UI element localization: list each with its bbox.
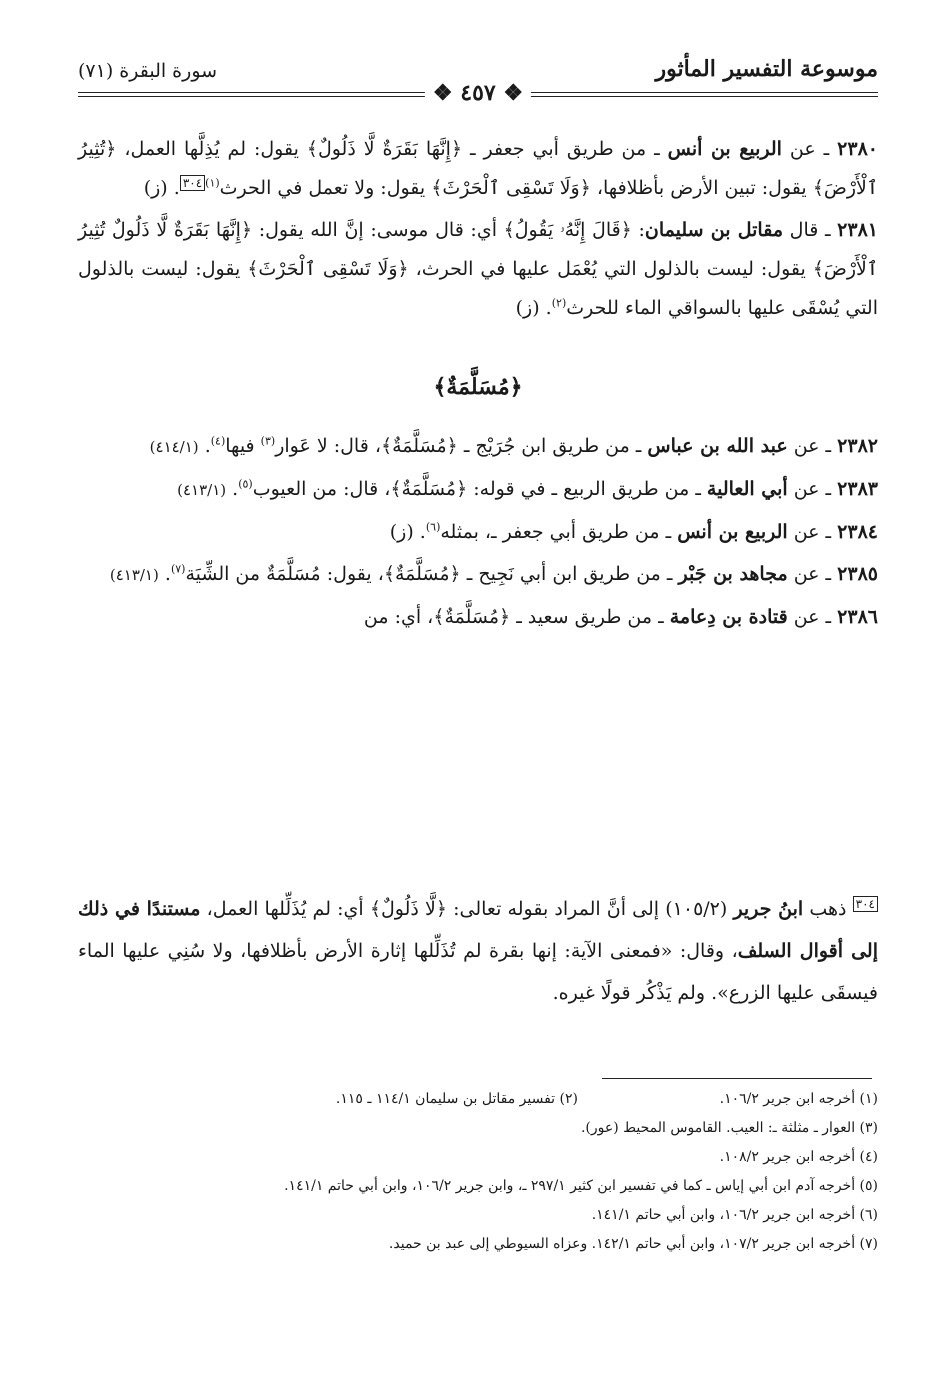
text-run: ـ عن bbox=[787, 435, 838, 457]
text-run: ، وقال: «فمعنى الآية: إنها بقرة لم تُذَلِّلها إثارة الأرض بأظلافها، ولا سُنِي عليها الماء فيسقَى عليها الزرع». ولم يَذْكُر قولًا غيره. bbox=[78, 940, 878, 1004]
footnote-marker: (٣) bbox=[260, 434, 276, 448]
text-run: ـ من طريق الربيع ـ في قوله: ﴿مُسَلَّمَةٌ﴾، قال: من العيوب bbox=[252, 478, 707, 500]
volume-reference: (٤١٤/١) bbox=[149, 438, 199, 456]
bold-text: ٢٣٨٢ bbox=[837, 435, 878, 457]
narration-paragraph bbox=[78, 598, 878, 637]
paragraphs-group-1 bbox=[78, 130, 878, 328]
text-run: . (ز) bbox=[143, 177, 180, 199]
footnote-marker: (١) bbox=[205, 176, 220, 190]
narration-paragraph bbox=[78, 513, 878, 552]
page-header bbox=[78, 52, 878, 106]
footnotes bbox=[78, 1085, 878, 1259]
bold-text: ٢٣٨٤ bbox=[837, 521, 878, 543]
text-run: . bbox=[158, 563, 171, 585]
text-run: ـ من طريق ابن جُرَيْج ـ ﴿مُسَلَّمَةٌ﴾، قال: لا عَوار bbox=[275, 435, 648, 457]
bold-text: ٢٣٨١ bbox=[837, 219, 878, 241]
note-number-box: ٣٠٤ bbox=[180, 175, 205, 191]
bold-text: مستندًا في ذلك إلى أقوال السلف bbox=[78, 898, 878, 962]
text-run: ـ عن bbox=[787, 478, 838, 500]
text-run: ذهب bbox=[803, 898, 853, 920]
commentary-note bbox=[78, 888, 878, 1014]
bold-text: أبي العالية bbox=[706, 478, 788, 500]
footnote-marker: (٢) bbox=[551, 296, 567, 310]
text-run: ـ عن bbox=[787, 521, 838, 543]
footnote-3: (٣) العوار ـ مثلثة ـ: العيب. القاموس المحيط (عور). bbox=[580, 1120, 878, 1136]
narration-paragraph bbox=[78, 211, 878, 328]
note-number-box: ٣٠٤ bbox=[853, 896, 878, 912]
text-run: . (ز) bbox=[515, 297, 552, 319]
bold-text: قتادة بن دِعامة bbox=[669, 606, 788, 628]
text-run: . bbox=[198, 435, 211, 457]
text-run: ـ قال bbox=[783, 219, 838, 241]
footnote-marker: (٦) bbox=[425, 520, 441, 534]
footnote-6: (٦) أخرجه ابن جرير ١٠٦/٢، وابن أبي حاتم ١٤١/١. bbox=[591, 1207, 878, 1223]
footnote-marker: (٧) bbox=[170, 562, 186, 576]
narration-paragraph bbox=[78, 130, 878, 208]
text-run: . bbox=[226, 478, 239, 500]
narration-paragraph bbox=[78, 555, 878, 595]
footnote-7: (٧) أخرجه ابن جرير ١٠٧/٢، وابن أبي حاتم ١٤٢/١. وعزاه السيوطي إلى عبد بن حميد. bbox=[388, 1236, 878, 1252]
text-run: . (ز) bbox=[389, 521, 426, 543]
volume-reference: (٤١٣/١) bbox=[177, 481, 227, 499]
book-title: موسوعة التفسير المأثور bbox=[655, 56, 878, 82]
paragraphs-group-2 bbox=[78, 427, 878, 637]
narration-paragraph bbox=[78, 427, 878, 467]
section-heading: ﴿مُسَلَّمَةٌ﴾ bbox=[433, 374, 523, 400]
footnote-1: (١) أخرجه ابن جرير ١٠٦/٢. bbox=[719, 1091, 878, 1107]
footnote-4: (٤) أخرجه ابن جرير ١٠٨/٢. bbox=[719, 1149, 878, 1165]
footnote-5: (٥) أخرجه آدم ابن أبي إياس ـ كما في تفسير ابن كثير ٢٩٧/١ ـ، وابن جرير ١٠٦/٢، وابن أبي حاتم ١٤١/١. bbox=[284, 1178, 878, 1194]
surah-label: سورة البقرة (٧١) bbox=[78, 60, 218, 82]
text-run: (١٠٥/٢) إلى أنَّ المراد بقوله تعالى: ﴿لَّا ذَلُولٌ﴾ أي: لم يُذَلِّلها العمل، bbox=[200, 898, 734, 920]
bold-text: الربيع بن أنس bbox=[677, 521, 788, 543]
bold-text: مقاتل بن سليمان bbox=[644, 219, 784, 241]
bold-text: ابنُ جرير bbox=[733, 898, 804, 920]
text-run: ـ عن bbox=[781, 138, 838, 160]
text-run: ـ من طريق ابن أبي نَجِيح ـ ﴿مُسَلَّمَةٌ﴾، يقول: مُسَلَّمَةٌ من الشِّيَة bbox=[185, 563, 679, 585]
text-run: ـ عن bbox=[787, 606, 838, 628]
bold-text: ٢٣٨٦ bbox=[837, 606, 878, 628]
bold-text: ٢٣٨٣ bbox=[837, 478, 878, 500]
text-run: : ﴿قَالَ إِنَّهُۥ يَقُولُ﴾ أي: قال موسى: إنَّ الله يقول: ﴿إِنَّهَا بَقَرَةٌ لَّا ذَلُولٌ تُثِيرُ ٱلْأَرْضَ﴾ يقول: ليست بالذلول التي يُعْمَل عليها في الحرث، ﴿وَلَا تَسْقِى ٱلْحَرْثَ﴾ يقول: ليست بالذلول التي يُسْقَى عليها بالسواقي الماء للحرث bbox=[78, 219, 878, 319]
footnote-marker: (٥) bbox=[238, 477, 253, 491]
page-number: ❖ ٤٥٧ ❖ bbox=[425, 80, 531, 106]
main-text bbox=[78, 130, 878, 640]
footnote-row-1 bbox=[78, 1085, 878, 1114]
bold-text: عبد الله بن عباس bbox=[647, 435, 788, 457]
narration-paragraph bbox=[78, 470, 878, 510]
bold-text: الربيع بن أنس bbox=[667, 138, 782, 160]
bold-text: ٢٣٨٥ bbox=[837, 563, 878, 585]
text-run: فيها bbox=[225, 435, 261, 457]
footnote-rule bbox=[602, 1078, 872, 1079]
text-run: ـ عن bbox=[787, 563, 838, 585]
volume-reference: (٤١٣/١) bbox=[109, 566, 159, 584]
text-run: ـ من طريق أبي جعفر ـ ﴿إِنَّهَا بَقَرَةٌ لَّا ذَلُولٌ﴾ يقول: لم يُذِلَّها العمل، ﴿تُثِيرُ ٱلْأَرْضَ﴾ يقول: تبين الأرض بأظلافها، ﴿وَلَا تَسْقِى ٱلْحَرْثَ﴾ يقول: ولا تعمل في الحرث bbox=[78, 138, 878, 199]
text-run: ـ من طريق سعيد ـ ﴿مُسَلَّمَةٌ﴾، أي: من bbox=[363, 606, 670, 628]
bold-text: ٢٣٨٠ bbox=[837, 138, 878, 160]
text-run: ـ من طريق أبي جعفر ـ، بمثله bbox=[440, 521, 678, 543]
bold-text: مجاهد بن جَبْر bbox=[678, 563, 788, 585]
footnote-2: (٢) تفسير مقاتل بن سليمان ١١٤/١ ـ ١١٥. bbox=[335, 1091, 578, 1107]
footnote-marker: (٤) bbox=[210, 434, 226, 448]
